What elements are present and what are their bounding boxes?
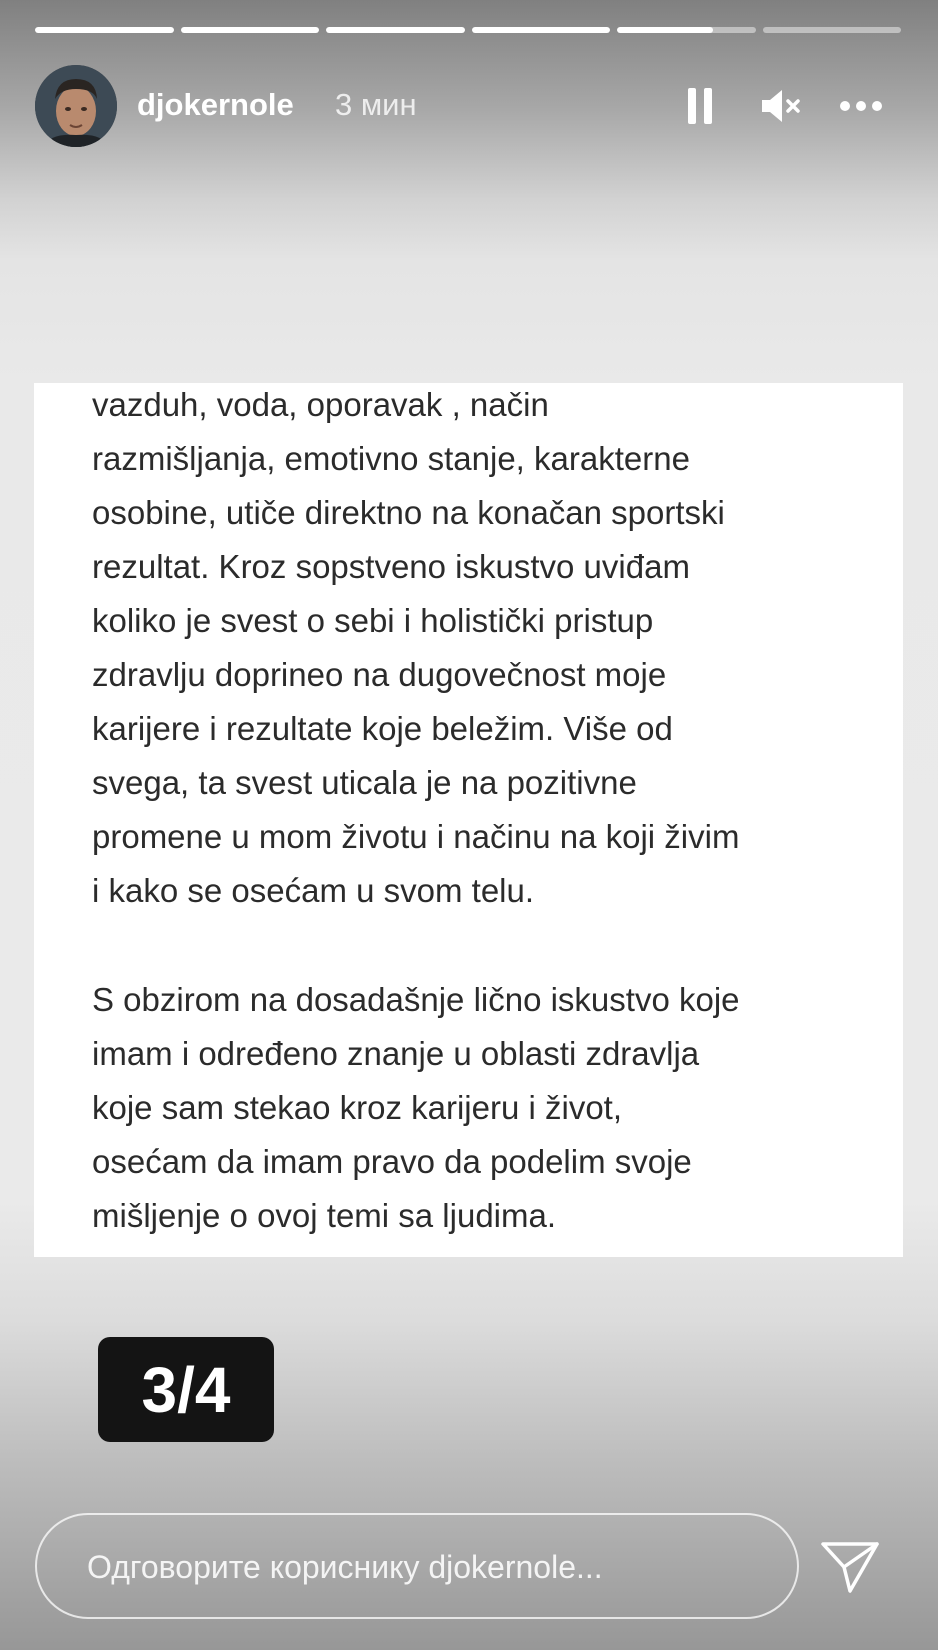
story-paragraph-2: S obzirom na dosadašnje lično iskustvo koje imam i određeno znanje u oblasti zdravlja koje sam stekao kroz karijeru i život, osećam da imam pravo da podelim svoje mišljenje o ovoj temi sa ljudima.	[92, 981, 740, 1234]
send-icon	[820, 1540, 880, 1594]
pause-button[interactable]	[675, 81, 725, 131]
story-text-card	[34, 383, 903, 1257]
mute-icon	[760, 87, 802, 125]
more-options-button[interactable]	[826, 81, 896, 131]
profile-photo-icon	[35, 65, 117, 147]
progress-fill	[472, 27, 611, 33]
pause-icon	[687, 87, 713, 125]
progress-fill	[35, 27, 174, 33]
story-paragraph-1: vazduh, voda, oporavak , način razmišljanja, emotivno stanje, karakterne osobine, utiče direktno na konačan sportski rezultat. Kroz sopstveno iskustvo uviđam koliko je svest o sebi i holistički pristup zdravlju doprineo na dugovečnost moje karijere i rezultate koje beležim. Više od svega, ta svest uticala je na pozitivne promene u mom životu i načinu na koji živim i kako se osećam u svom telu.	[92, 386, 740, 909]
send-button[interactable]	[818, 1537, 882, 1597]
mute-button[interactable]	[756, 81, 806, 131]
progress-fill	[326, 27, 465, 33]
reply-bar	[35, 1513, 799, 1619]
more-icon	[839, 100, 883, 112]
progress-fill	[617, 27, 713, 33]
story-header	[35, 65, 901, 147]
page-counter-sticker: 3/4	[98, 1337, 274, 1442]
progress-fill	[181, 27, 320, 33]
progress-segment-1	[35, 27, 174, 33]
story-progress-bar	[35, 27, 901, 33]
progress-segment-6	[763, 27, 902, 33]
progress-segment-3	[326, 27, 465, 33]
post-time: 3 мин	[335, 87, 417, 122]
progress-segment-2	[181, 27, 320, 33]
progress-segment-5	[617, 27, 756, 33]
progress-segment-4	[472, 27, 611, 33]
avatar[interactable]	[35, 65, 117, 147]
username[interactable]: djokernole	[137, 87, 294, 122]
reply-input[interactable]	[85, 1515, 769, 1619]
